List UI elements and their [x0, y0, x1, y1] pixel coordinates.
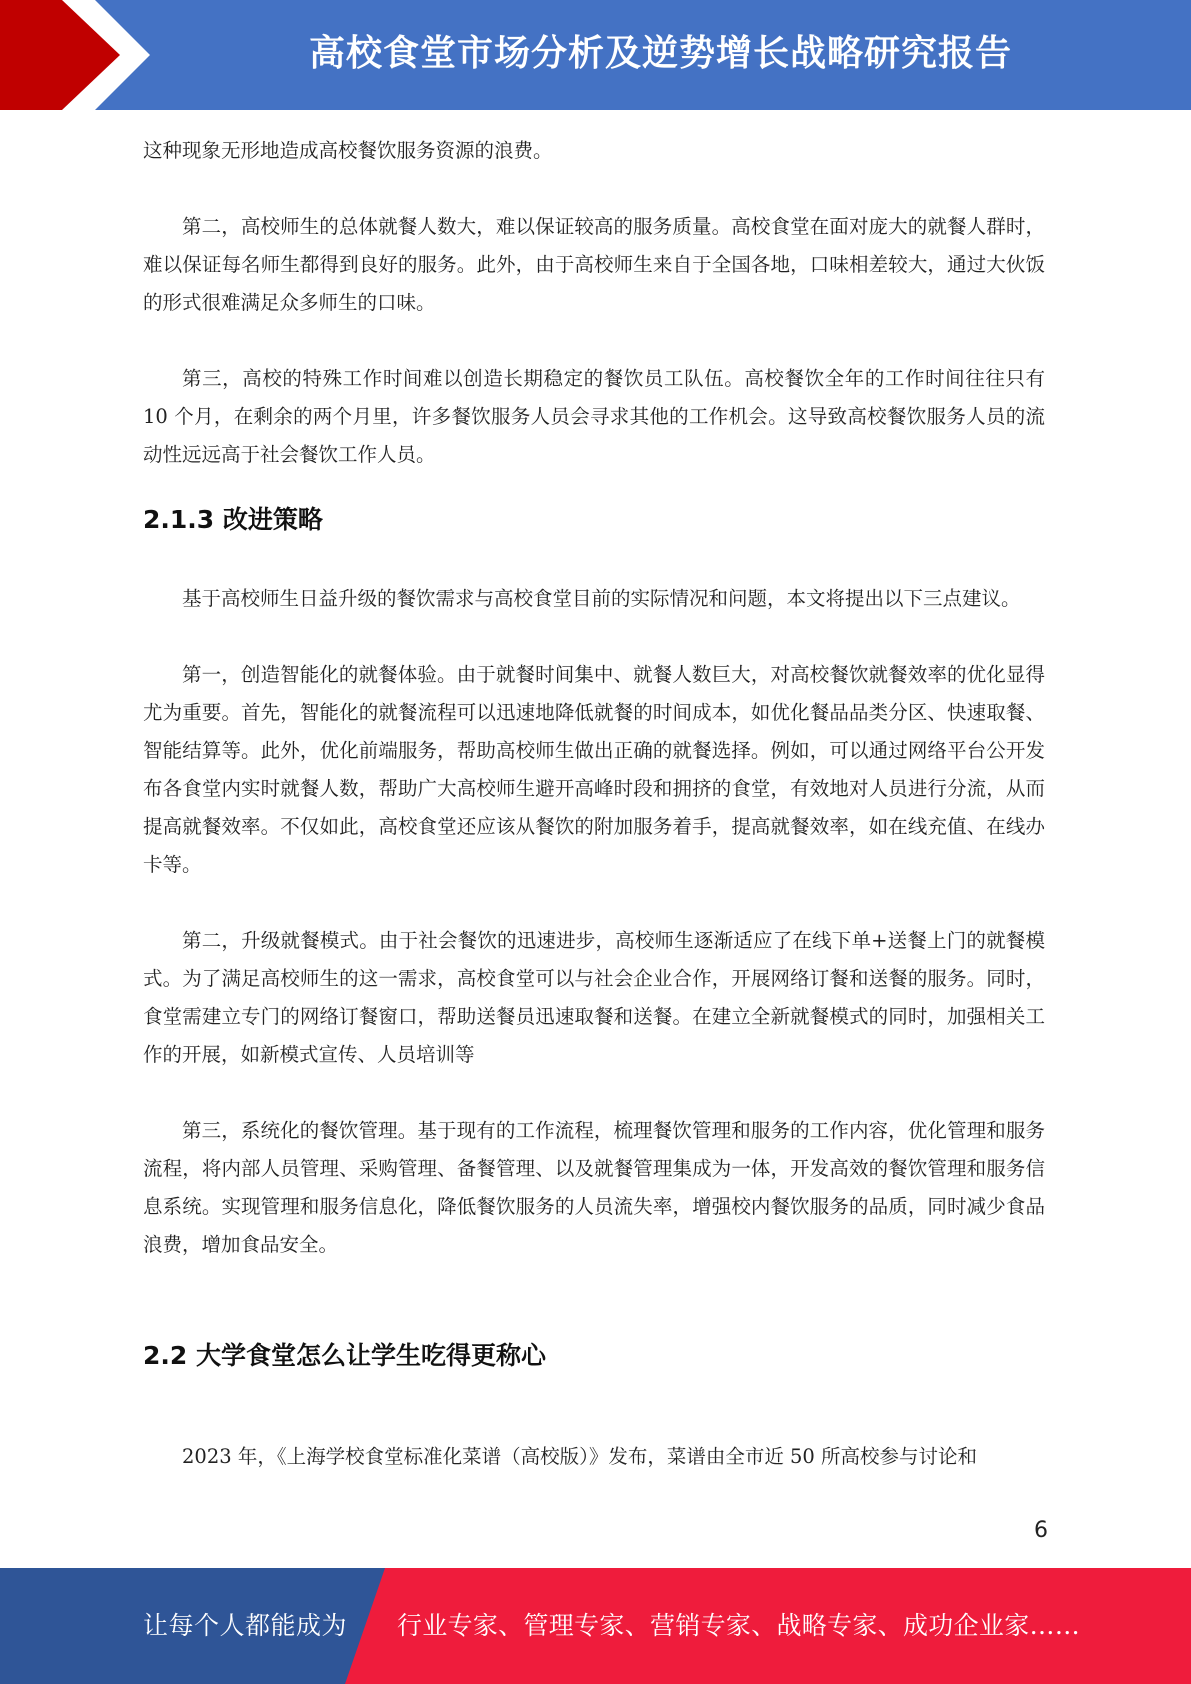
paragraph: 第一，创造智能化的就餐体验。由于就餐时间集中、就餐人数巨大，对高校餐饮就餐效率的优化显得尤为重要。首先，智能化的就餐流程可以迅速地降低就餐的时间成本，如优化餐品品类分区、快速取餐、智能结算等。此外，优化前端服务，帮助高校师生做出正确的就餐选择。例如，可以通过网络平台公开发布各食堂内实时就餐人数，帮助广大高校师生避开高峰时段和拥挤的食堂，有效地对人员进行分流，从而提高就餐效率。不仅如此，高校食堂还应该从餐饮的附加服务着手，提高就餐效率，如在线充值、在线办卡等。	[143, 663, 1045, 876]
section-heading-2-1-3: 2.1.3 改进策略	[143, 505, 323, 534]
paragraph: 第二，高校师生的总体就餐人数大，难以保证较高的服务质量。高校食堂在面对庞大的就餐人群时，难以保证每名师生都得到良好的服务。此外，由于高校师生来自于全国各地，口味相差较大，通过大伙饭的形式很难满足众多师生的口味。	[143, 215, 1045, 314]
paragraph: 第三，系统化的餐饮管理。基于现有的工作流程，梳理餐饮管理和服务的工作内容，优化管理和服务流程，将内部人员管理、采购管理、备餐管理、以及就餐管理集成为一体，开发高效的餐饮管理和服务信息系统。实现管理和服务信息化，降低餐饮服务的人员流失率，增强校内餐饮服务的品质，同时减少食品浪费，增加食品安全。	[143, 1119, 1045, 1256]
report-title: 高校食堂市场分析及逆势增长战略研究报告	[308, 33, 1012, 74]
footer-slogan-right: 行业专家、管理专家、营销专家、战略专家、成功企业家……	[397, 1611, 1081, 1640]
section-heading-2-2: 2.2 大学食堂怎么让学生吃得更称心	[143, 1341, 546, 1370]
page-footer	[0, 1568, 1191, 1684]
paragraph: 这种现象无形地造成高校餐饮服务资源的浪费。	[143, 139, 553, 162]
page-content	[143, 132, 1045, 1476]
paragraph: 2023 年，《上海学校食堂标准化菜谱（高校版）》发布，菜谱由全市近 50 所高校参与讨论和	[182, 1445, 978, 1468]
footer-slogan-left: 让每个人都能成为	[143, 1611, 348, 1640]
paragraph: 第三，高校的特殊工作时间难以创造长期稳定的餐饮员工队伍。高校餐饮全年的工作时间往往只有 10 个月，在剩余的两个月里，许多餐饮服务人员会寻求其他的工作机会。这导致高校餐饮服务人员的流动性远远高于社会餐饮工作人员。	[143, 367, 1045, 466]
page-header	[0, 0, 1191, 110]
paragraph: 第二，升级就餐模式。由于社会餐饮的迅速进步，高校师生逐渐适应了在线下单+送餐上门的就餐模式。为了满足高校师生的这一需求，高校食堂可以与社会企业合作，开展网络订餐和送餐的服务。同时，食堂需建立专门的网络订餐窗口，帮助送餐员迅速取餐和送餐。在建立全新就餐模式的同时，加强相关工作的开展，如新模式宣传、人员培训等	[143, 929, 1045, 1066]
paragraph: 基于高校师生日益升级的餐饮需求与高校食堂目前的实际情况和问题，本文将提出以下三点建议。	[182, 587, 1021, 610]
header-chevron-decoration	[0, 0, 160, 110]
page-number: 6	[1034, 1518, 1048, 1543]
